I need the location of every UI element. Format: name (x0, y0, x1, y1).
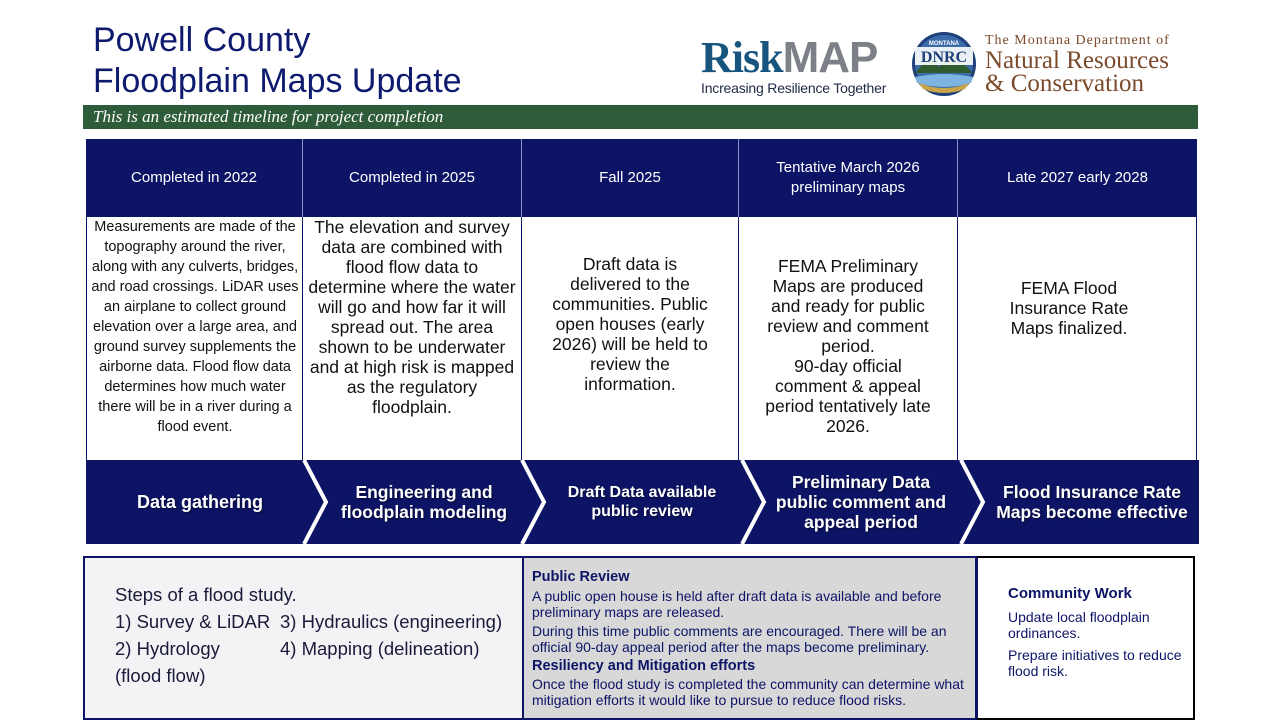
timeline-body-2: The elevation and survey data are combined with flood flow data to determine where the water will go and how far it will spread out. The area shown to be underwater and at high risk is mapped as the regulatory floodplain. (308, 217, 516, 417)
timeline-header-1: Completed in 2022 (86, 139, 302, 217)
step-1: 1) Survey & LiDAR (115, 611, 271, 632)
phase-label-3: Draft Data available public review (567, 484, 717, 520)
phase-label-4: Preliminary Data public comment and appeal period (775, 472, 947, 532)
public-review-heading: Public Review (532, 569, 630, 585)
community-work-text-1: Update local floodplain ordinances. (1008, 609, 1150, 641)
timeline-banner: This is an estimated timeline for project completion (83, 105, 1198, 129)
community-work-text-2: Prepare initiatives to reduce flood risk. (1008, 647, 1182, 679)
timeline-header-5: Late 2027 early 2028 (958, 139, 1197, 217)
page-title (93, 20, 462, 102)
dnrc-seal-top-text: MONTANA (928, 41, 960, 47)
resiliency-text: Once the flood study is completed the community can determine what mitigation efforts it would like to pursue to reduce flood risks. (532, 676, 964, 708)
steps-title: Steps of a flood study. (115, 584, 297, 605)
header-divider (957, 139, 958, 217)
page-title-line1: Powell County (93, 21, 311, 59)
public-review-text-2: During this time public comments are encouraged. There will be an official 90-day appeal period after the maps become preliminary. (532, 623, 947, 655)
public-review-panel (522, 556, 977, 720)
step-4: 4) Mapping (delineation) (280, 638, 480, 659)
phase-label-2: Engineering and floodplain modeling (340, 482, 508, 522)
timeline-body-5: FEMA Flood Insurance Rate Maps finalized. (1009, 278, 1129, 338)
header-divider (738, 139, 739, 217)
column-divider (1196, 139, 1197, 461)
step-2-note: (flood flow) (115, 665, 206, 686)
column-divider (86, 139, 87, 461)
header-divider (302, 139, 303, 217)
resiliency-heading: Resiliency and Mitigation efforts (532, 658, 756, 674)
timeline-header-2: Completed in 2025 (303, 139, 521, 217)
riskmap-tagline: Increasing Resilience Together (701, 80, 887, 96)
riskmap-logo (701, 34, 901, 96)
step-3: 3) Hydraulics (engineering) (280, 611, 503, 632)
timeline-body-1: Measurements are made of the topography around the river, along with any culverts, bridges, and road crossings. LiDAR uses an airplane to collect ground elevation over a large area, and ground survey supplements the airborne data. Flood flow data determines how much water there will be in a river during a flood event. (91, 219, 299, 435)
phase-label-5: Flood Insurance Rate Maps become effective (996, 482, 1188, 522)
dnrc-line2: Natural Resources (985, 47, 1169, 74)
page-title-line2: Floodplain Maps Update (93, 62, 462, 100)
dnrc-logo-text (985, 33, 1170, 96)
riskmap-logo-risk: Risk (701, 33, 783, 82)
header-divider (521, 139, 522, 217)
timeline-body-4: FEMA Preliminary Maps are produced and ready for public review and comment period. 90-day official comment & appeal period tentatively late 2026. (765, 256, 931, 436)
riskmap-logo-map: MAP (782, 33, 878, 82)
dnrc-line1: The Montana Department of (985, 33, 1170, 48)
timeline-header-3: Fall 2025 (522, 139, 738, 217)
phase-label-1: Data gathering (136, 491, 264, 512)
dnrc-seal-main-text: DNRC (920, 49, 968, 66)
community-work-heading: Community Work (1008, 585, 1132, 602)
public-review-text-1: A public open house is held after draft data is available and before preliminary maps are released. (532, 588, 942, 620)
dnrc-seal-logo (909, 31, 979, 97)
steps-panel (83, 556, 523, 720)
timeline-body-3: Draft data is delivered to the communities. Public open houses (early 2026) will be held to review the information. (552, 254, 708, 394)
community-work-panel (976, 556, 1195, 720)
dnrc-line3: & Conservation (985, 70, 1145, 97)
step-2: 2) Hydrology (115, 638, 220, 659)
timeline-header-4: Tentative March 2026 preliminary maps (739, 139, 957, 217)
